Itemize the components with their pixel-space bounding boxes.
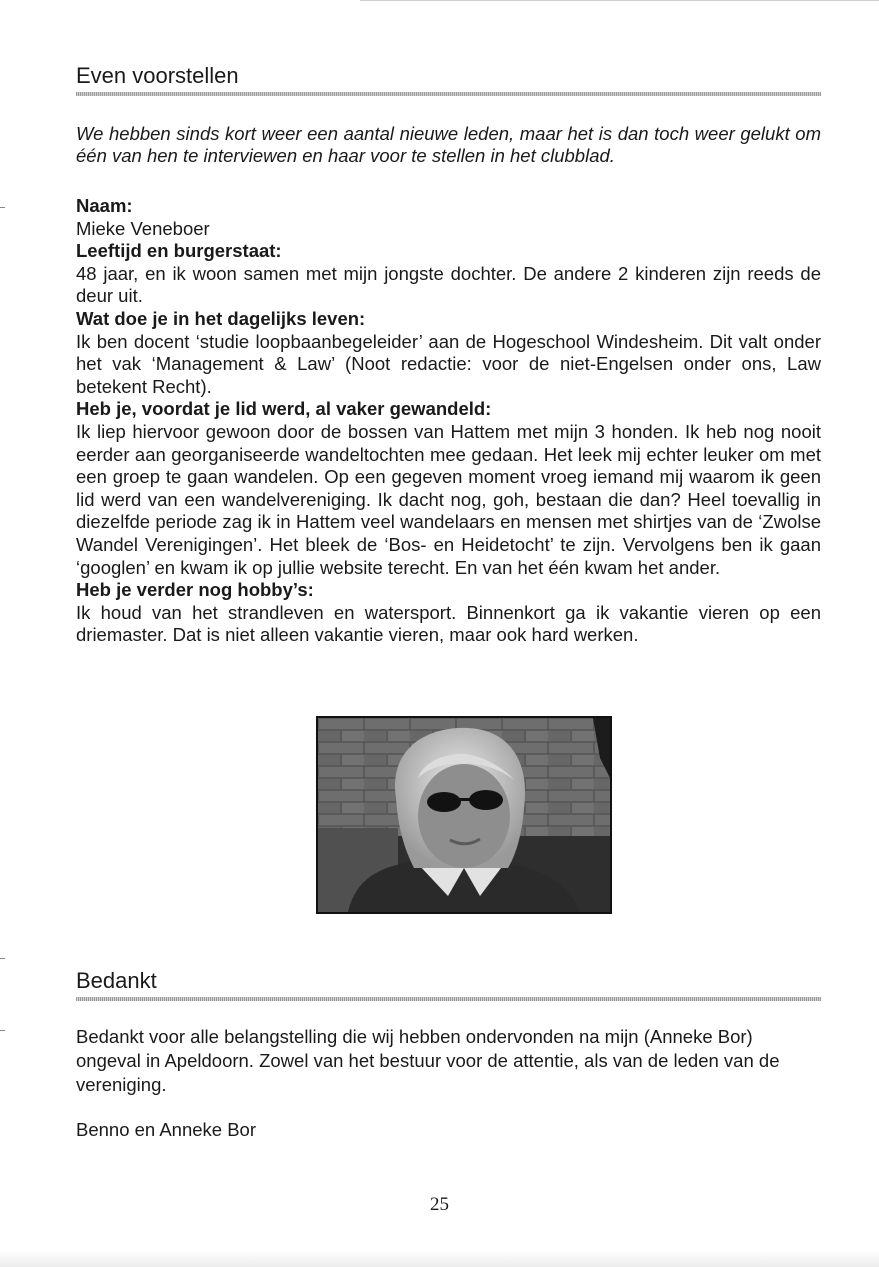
question-walking: Heb je, voordat je lid werd, al vaker gewandeld: (76, 398, 492, 420)
thanks-paragraph: Bedankt voor alle belangstelling die wij hebben ondervonden na mijn (Anneke Bor) ongeval in Apeldoorn. Zowel van het bestuur voor de attentie, als van de leden van de vereniging. (76, 1026, 780, 1095)
answer-hobbies: Ik houd van het strandleven en watersport. Binnenkort ga ik vakantie vieren op een driemaster. Dat is niet alleen vakantie vieren, maar ook hard werken. (76, 601, 821, 646)
scan-bottom-shade (0, 1250, 879, 1267)
scan-top-line (360, 0, 879, 1)
answer-daily-life: Ik ben docent ‘studie loopbaanbegeleider’ aan de Hogeschool Windesheim. Dit valt onder het vak ‘Management & Law’ (Noot redactie: voor de niet-Engelsen onder ons, Law betekent Recht). (76, 330, 821, 397)
section-title-even-voorstellen: Even voorstellen (76, 63, 239, 88)
interview-qa (76, 195, 821, 647)
answer-age: 48 jaar, en ik woon samen met mijn jongste dochter. De andere 2 kinderen zijn reeds de deur uit. (76, 262, 821, 307)
section-divider (76, 92, 821, 96)
answer-walking: Ik liep hiervoor gewoon door de bossen van Hattem met mijn 3 honden. Ik heb nog nooit eerder aan georganiseerde wandeltochten mee gedaan. Het leek mij echter leuker om met een groep te gaan wandelen. Op een gegeven moment vroeg iemand mij waarom ik geen lid werd van een wandelvereniging. Ik dacht nog, goh, bestaan die dan? Heel toevallig in diezelfde periode zag ik in Hattem veel wandelaars en mensen met shirtjes van de ‘Zwolse Wandel Verenigingen’. Het bleek de ‘Bos- en Heidetocht’ te zijn. Vervolgens ben ik gaan ‘googlen’ en kwam ik op jullie website terecht. En van het één kwam het ander. (76, 420, 821, 578)
signature: Benno en Anneke Bor (76, 1119, 257, 1140)
answer-name: Mieke Veneboer (76, 217, 210, 239)
intro-paragraph: We hebben sinds kort weer een aantal nieuwe leden, maar het is dan toch weer gelukt om één van hen te interviewen en haar voor te stellen in het clubblad. (76, 123, 821, 166)
question-daily-life: Wat doe je in het dagelijks leven: (76, 307, 366, 329)
section-title-bedankt: Bedankt (76, 968, 157, 993)
question-name: Naam: (76, 195, 133, 216)
portrait-photo (316, 716, 612, 914)
question-age: Leeftijd en burgerstaat: (76, 240, 282, 262)
portrait-illustration (318, 718, 610, 912)
section-divider (76, 997, 821, 1001)
page-number: 25 (430, 1194, 449, 1215)
question-hobbies: Heb je verder nog hobby’s: (76, 579, 314, 601)
